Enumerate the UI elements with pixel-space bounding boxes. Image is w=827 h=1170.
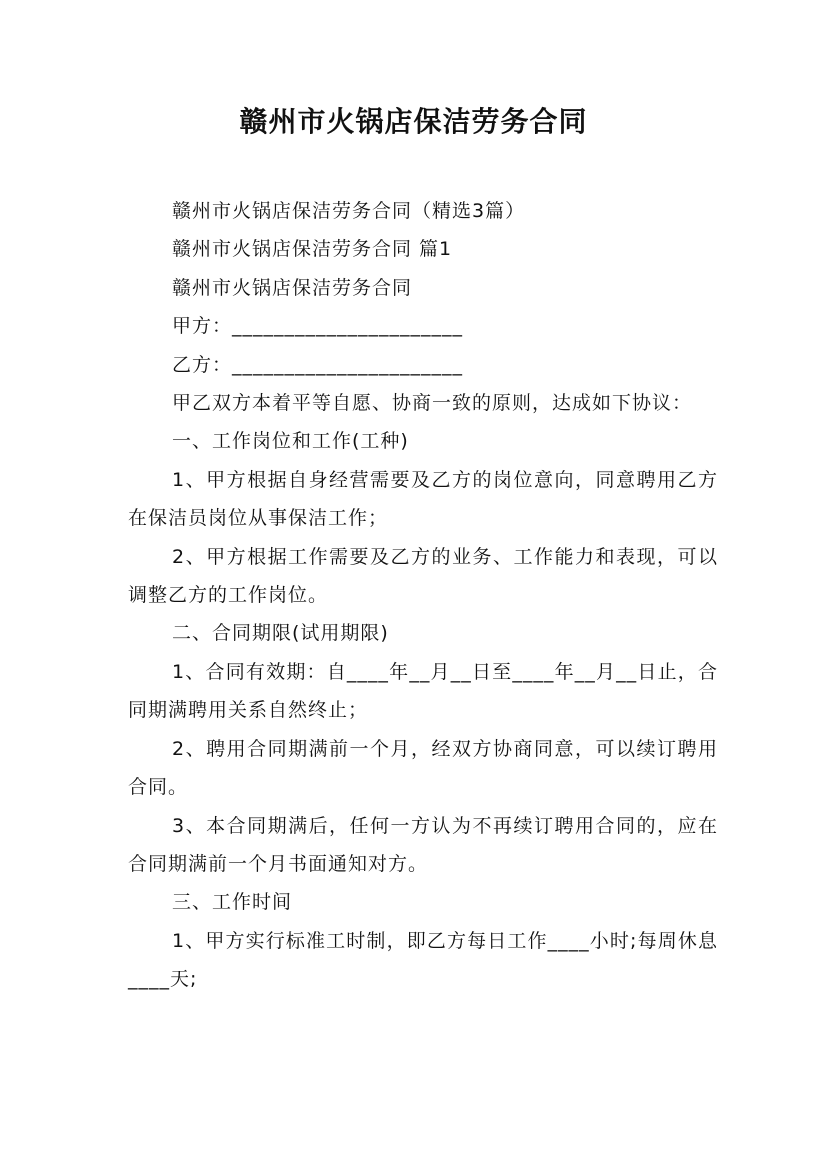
document-body — [128, 192, 718, 999]
paragraph-clause: 3、本合同期满后，任何一方认为不再续订聘用合同的，应在合同期满前一个月书面通知对方。 — [128, 814, 718, 875]
paragraph-agreement-intro: 甲乙双方本着平等自愿、协商一致的原则，达成如下协议： — [172, 392, 693, 415]
paragraph-heading-1: 一、工作岗位和工作(工种) — [172, 430, 409, 453]
paragraph-clause: 1、甲方根据自身经营需要及乙方的岗位意向，同意聘用乙方在保洁员岗位从事保洁工作； — [128, 468, 718, 530]
paragraph-contract-name: 赣州市火锅店保洁劳务合同 — [172, 276, 413, 299]
paragraph-clause: 1、合同有效期：自____年__月__日至____年__月__日止，合同期满聘用关系自然终止； — [128, 660, 718, 722]
paragraph-party-a: 甲方：______________________ — [172, 315, 464, 338]
paragraph-section-heading: 赣州市火锅店保洁劳务合同 篇1 — [172, 238, 453, 261]
paragraph-heading-3: 三、工作时间 — [172, 891, 293, 914]
paragraph-heading-2: 二、合同期限(试用期限) — [172, 622, 389, 645]
document-title: 赣州市火锅店保洁劳务合同 — [239, 105, 588, 138]
paragraph-clause: 1、甲方实行标准工时制，即乙方每日工作____小时;每周休息____天; — [128, 929, 718, 991]
paragraph-subtitle: 赣州市火锅店保洁劳务合同（精选3篇） — [172, 200, 526, 222]
paragraph-party-b: 乙方：______________________ — [172, 353, 464, 376]
paragraph-clause: 2、甲方根据工作需要及乙方的业务、工作能力和表现，可以调整乙方的工作岗位。 — [128, 545, 718, 607]
paragraph-clause: 2、聘用合同期满前一个月，经双方协商同意，可以续订聘用合同。 — [128, 737, 718, 799]
